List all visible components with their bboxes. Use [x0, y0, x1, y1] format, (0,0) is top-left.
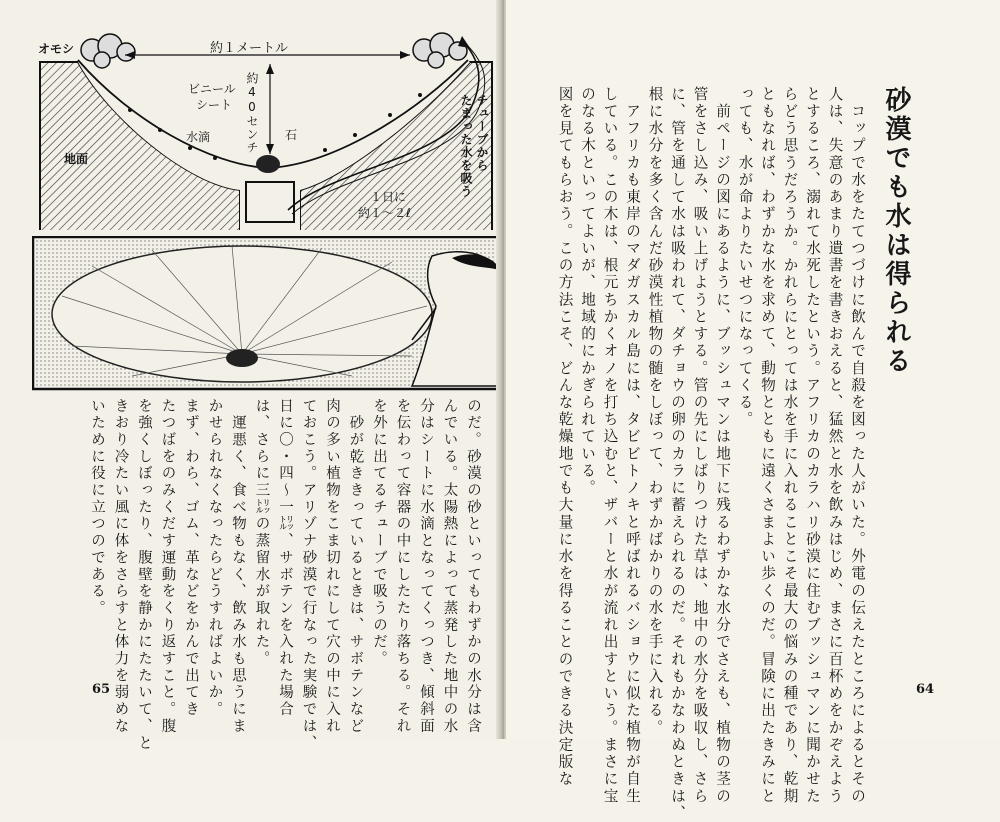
right-body-text [556, 86, 866, 822]
water-container [246, 182, 294, 222]
right-text-column: している。この木は、根元ちかくオノを打ち込むと、ザバーと水が流れ出すという。まさに宝 [601, 86, 619, 806]
left-text-column: 砂が乾ききっているときは、サボテンなど [347, 398, 364, 735]
left-text-column: 日に〇・四〜一㍑、サボテンを入れた場合 [277, 398, 293, 719]
label-stone: 石 [285, 128, 298, 142]
left-page [0, 0, 502, 752]
right-text-column: コップで水をたてつづけに飲んで自殺を図った人がいた。外電の伝えたところによるとその [849, 86, 866, 806]
label-ground: 地面 [64, 152, 89, 166]
left-text-column: ておこう。アリゾナ砂漠で行なった実験では、 [300, 398, 317, 752]
right-text-column: ともなれば、わずかな水を求めて、動物とともに遠くさまよい歩くのだ。冒険に出たきみにと [759, 86, 776, 806]
right-text-column: とするころ、溺れて水死したという。アフリカのカラハリ砂漠に住むブッシュマンに聞かせた [804, 86, 821, 806]
left-text-column: は、さらに三㍑の蒸留水が取れた。 [253, 398, 270, 668]
left-text-column: を強くしぼったり、腹壁を静かにたたいて、と [136, 398, 152, 752]
left-text-column: 運悪く、食べ物もなく、飲み水も思うにま [230, 398, 246, 735]
illustration-panel [32, 236, 512, 392]
right-text-column: らどう思うだろうか。かれらにとっては水を手に入れることこそ最大の悩みの種であり、乾期 [781, 86, 799, 806]
left-text-column: かせられなくなったらどうすればよいか。 [206, 398, 223, 719]
stone [256, 155, 280, 173]
label-tube-2: たまった水を吸う [459, 94, 473, 198]
label-width: 約１メートル [210, 41, 289, 56]
page-title: 砂漠でも水は得られる [881, 86, 911, 376]
right-text-column: アフリカも東岸のマダガスカル島には、タビビトノキと呼ばれるバショウに似た植物が自生 [624, 86, 641, 806]
left-text-column: いために役に立つのである。 [89, 398, 105, 618]
right-text-column: 根に水分を多く含んだ砂漠性植物の髄をしぼって、わずかばかりの水を手に入れる。 [646, 86, 664, 737]
label-daily-1: １日に [370, 190, 407, 204]
right-text-column: に、管を通して水は吸われて、ダチョウの卵のカラに蓄えられるのだ。それもかなわぬときは、 [669, 86, 686, 822]
left-text-column: を伝わって容器の中にしたたり落ちる。それ [394, 398, 411, 735]
left-text-column: のだ。砂漠の砂といってもわずかの水分は含 [465, 398, 481, 735]
label-vinyl-2: シート [196, 98, 233, 112]
left-text-column: 肉の多い植物をこま切れにして穴の中に入れ [324, 398, 340, 735]
right-text-column: 人は、失意のあまり遺書を書きおえると、猛然と水を飲みはじめ、まさに百杯めをかぞえよう [826, 86, 844, 806]
stone-top-view [226, 349, 258, 367]
left-text-column: を外に出てるチューブで吸うのだ。 [371, 398, 387, 668]
label-tube-1: チューブから [475, 94, 489, 172]
left-text-column: 分はシートに水滴となってくっつき、傾斜面 [418, 398, 434, 735]
label-omoshi: オモシ [38, 42, 75, 56]
left-text-column: たつばをのみくだす運動をくり返すこと。腹 [159, 398, 176, 735]
label-vinyl-1: ビニール [188, 82, 236, 96]
right-text-column: 管をさし込み、吸い上げようとする。管の先にしばりつけた草は、地中の水分を吸収し、さら [691, 86, 709, 806]
label-daily-2: 約１〜２ℓ [358, 206, 411, 220]
right-text-column: のなる木といってよいが、地域的にかぎられている。 [579, 86, 596, 497]
label-drops: 水滴 [186, 130, 211, 144]
label-depth: 約40センチ [245, 72, 259, 154]
left-page-number: 65 [92, 682, 111, 697]
right-page-number: 64 [916, 682, 935, 697]
right-text-column: 図を見てもらおう。この方法こそ、どんな乾燥地でも大量に水を得ることのできる決定版な [556, 86, 574, 788]
left-text-column: きおり冷たい風に体をさらすと体力を弱めな [112, 398, 129, 735]
right-text-column: 前ページの図にあるように、ブッシュマンは地下に残るわずかな水分でさえも、植物の茎の [714, 86, 731, 806]
right-text-column: っても、水が命よりたいせつになってくる。 [736, 86, 754, 429]
left-text-column: んでいる。太陽熱によって蒸発した地中の水 [441, 398, 458, 735]
left-text-column: まず、わら、ゴム、革などをかんで出てき [183, 398, 199, 719]
